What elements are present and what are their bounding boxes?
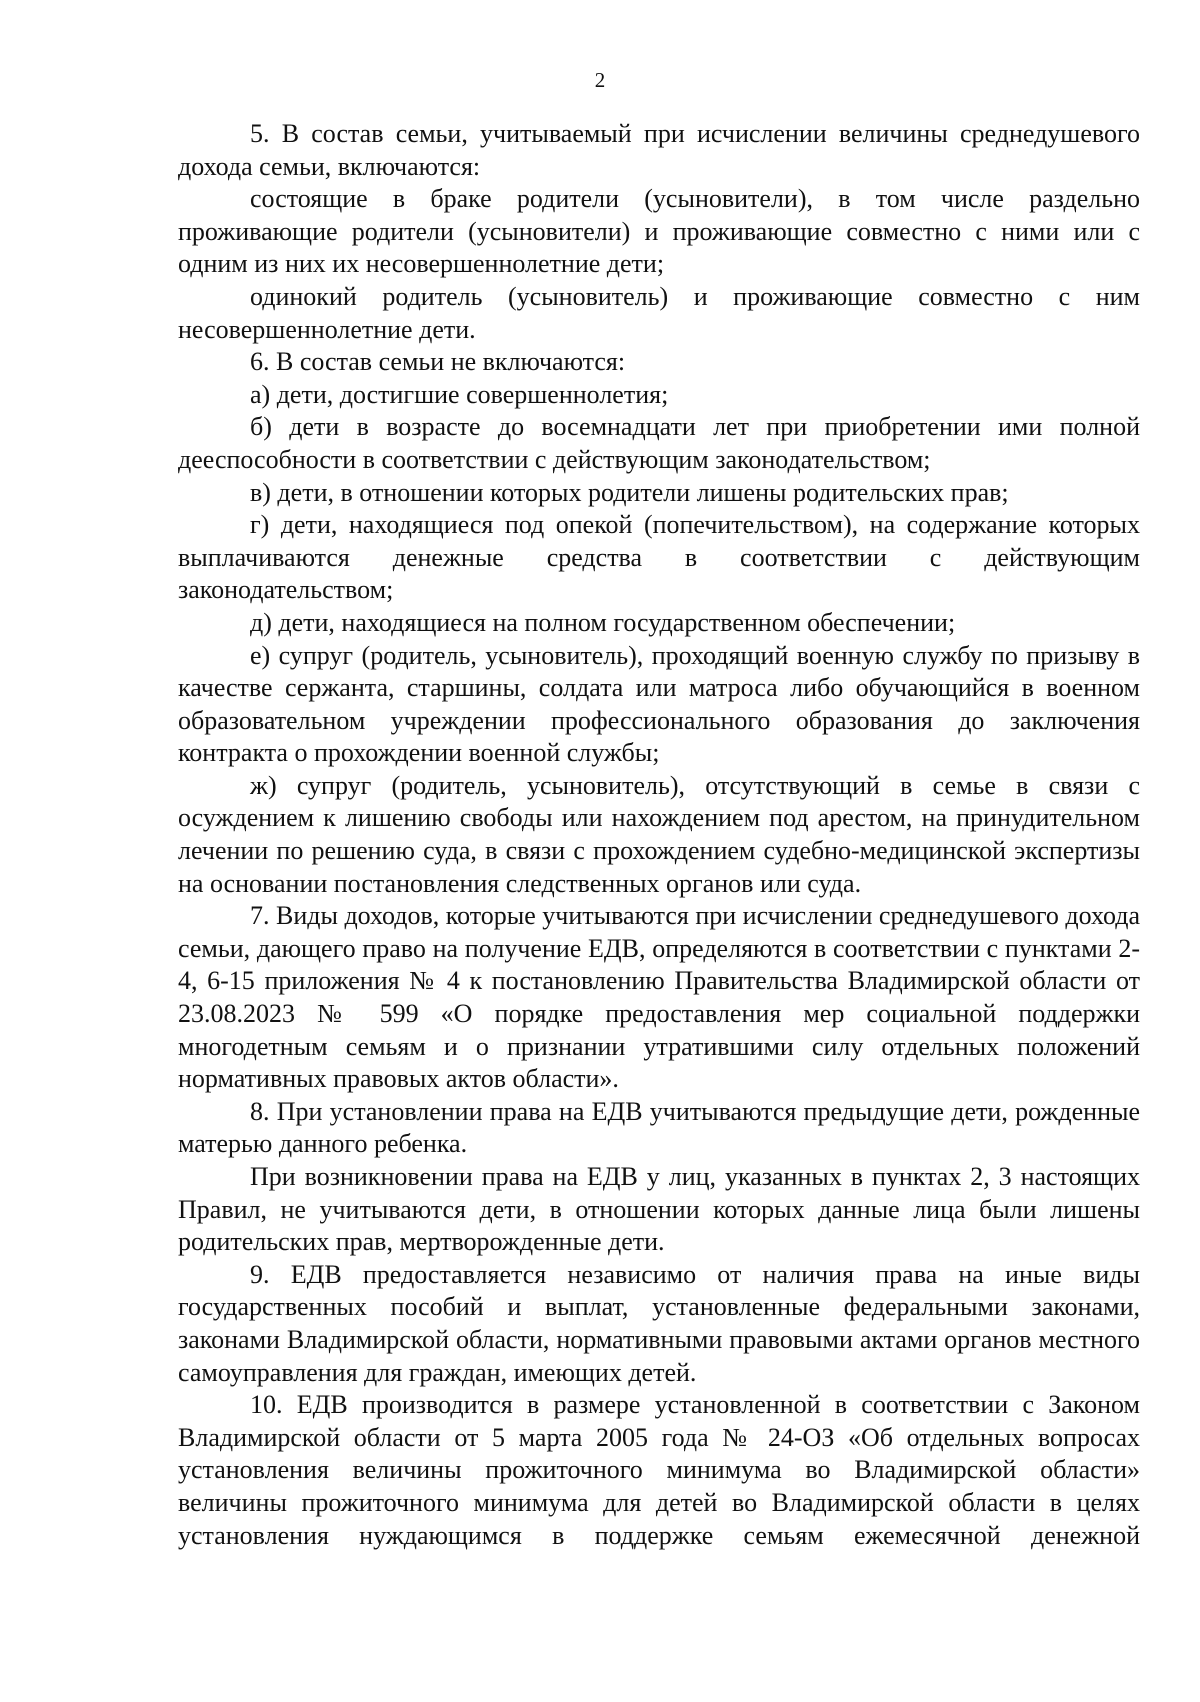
paragraph-6-item-b: б) дети в возрасте до восемнадцати лет при приобретении ими полной дееспособности в соответствии с действующим законодательством;: [178, 412, 1140, 474]
paragraph-6-item-d: д) дети, находящиеся на полном государственном обеспечении;: [250, 607, 956, 637]
page-number: 2: [594, 68, 606, 92]
paragraph-5-item-single-parent: одинокий родитель (усыновитель) и проживающие совместно с ним несовершеннолетние дети.: [178, 281, 1140, 344]
paragraph-6-item-g: г) дети, находящиеся под опекой (попечительством), на содержание которых выплачиваются денежные средства в соответствии с действующим законодательством;: [178, 510, 1140, 605]
paragraph-6-item-v: в) дети, в отношении которых родители лишены родительских прав;: [250, 477, 1009, 507]
paragraph-6: 6. В состав семьи не включаются:: [250, 347, 626, 377]
paragraph-6-item-zh: ж) супруг (родитель, усыновитель), отсутствующий в семье в связи с осуждением к лишению свободы или нахождением под арестом, на принудительном лечении по решению суда, в связи с прохождением судебно-медицинской экспертизы на основании постановления следственных органов или суда.: [178, 770, 1140, 898]
paragraph-8: 8. При установлении права на ЕДВ учитываются предыдущие дети, рожденные матерью данного ребенка.: [178, 1096, 1140, 1159]
paragraph-10: 10. ЕДВ производится в размере установленной в соответствии с Законом Владимирской области от 5 марта 2005 года № 24-ОЗ «Об отдельных вопросах установления величины прожиточного минимума во Владимирской области» величины прожиточного минимума для детей во Владимирской области в целях установления нуждающимся в поддержке семьям ежемесячной денежной: [178, 1390, 1140, 1550]
document-body: [178, 118, 1140, 1552]
paragraph-9: 9. ЕДВ предоставляется независимо от наличия права на иные виды государственных пособий и выплат, установленные федеральными законами, законами Владимирской области, нормативными правовыми актами органов местного самоуправления для граждан, имеющих детей.: [178, 1259, 1140, 1387]
paragraph-5: 5. В состав семьи, учитываемый при исчислении величины среднедушевого дохода семьи, включаются:: [178, 119, 1140, 181]
paragraph-5-item-married-parents: состоящие в браке родители (усыновители), в том числе раздельно проживающие родители (усыновители) и проживающие совместно с ними или с одним из них их несовершеннолетние дети;: [178, 184, 1140, 279]
paragraph-6-item-e: е) супруг (родитель, усыновитель), проходящий военную службу по призыву в качестве сержанта, старшины, солдата или матроса либо обучающийся в военном образовательном учреждении профессионального образования до заключения контракта о прохождении военной службы;: [178, 640, 1140, 768]
paragraph-7: 7. Виды доходов, которые учитываются при исчислении среднедушевого дохода семьи, дающего право на получение ЕДВ, определяются в соответствии с пунктами 2-4, 6-15 приложения № 4 к постановлению Правительства Владимирской области от 23.08.2023 № 599 «О порядке предоставления мер социальной поддержки многодетным семьям и о признании утратившими силу отдельных положений нормативных правовых актов области».: [178, 901, 1140, 1094]
paragraph-8-continued: При возникновении права на ЕДВ у лиц, указанных в пунктах 2, 3 настоящих Правил, не учитываются дети, в отношении которых данные лица были лишены родительских прав, мертворожденные дети.: [178, 1162, 1140, 1257]
paragraph-6-item-a: а) дети, достигшие совершеннолетия;: [250, 379, 669, 409]
